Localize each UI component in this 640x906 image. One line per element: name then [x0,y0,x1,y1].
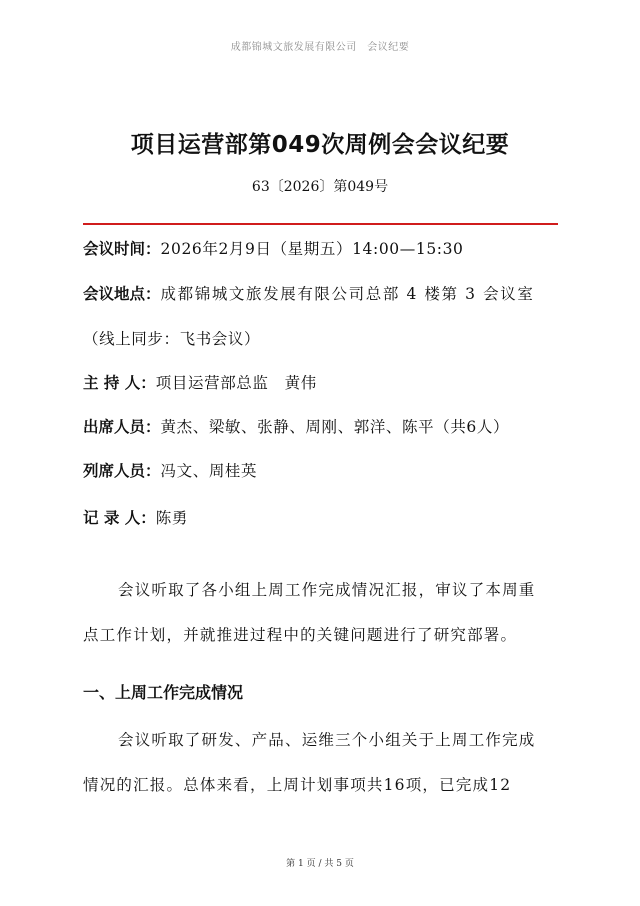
meeting-location-row [83,282,534,304]
meeting-attendees-row [83,415,509,437]
meeting-location-label: 会议地点： [83,285,161,303]
meeting-attendees-value: 黄杰、梁敏、张静、周刚、郭洋、陈平（共6人） [160,418,510,436]
meeting-recorder-value: 陈勇 [155,509,188,527]
meeting-host-label: 主 持 人： [83,374,156,392]
meeting-location-note-row [83,327,260,349]
meeting-host-row [83,371,317,393]
running-header: 成都锦城文旅发展有限公司 会议纪要 [230,42,410,53]
summary-line-1: 会议听取了各小组上周工作完成情况汇报，审议了本周重 [118,581,536,599]
red-divider-line [83,223,558,225]
meeting-location-value: 成都锦城文旅发展有限公司总部 4 楼第 3 会议室 [160,285,535,303]
meeting-time-row [83,237,464,259]
meeting-time-label: 会议时间： [83,240,161,258]
meeting-observers-label: 列席人员： [83,462,161,480]
meeting-attendees-label: 出席人员： [83,418,161,436]
meeting-recorder-row [83,506,188,528]
meeting-recorder-label: 记 录 人： [83,509,156,527]
meeting-time-value: 2026年2月9日（星期五）14:00—15:30 [160,240,464,258]
document-number: 63〔2026〕第049号 [251,179,389,195]
meeting-location-note: （线上同步：飞书会议） [83,330,261,348]
meeting-host-value: 项目运营部总监 黄伟 [155,374,317,392]
document-title: 项目运营部第049次周例会会议纪要 [130,132,510,158]
page-number-footer: 第 1 页 / 共 5 页 [286,859,354,869]
meeting-observers-value: 冯文、周桂英 [160,462,258,480]
summary-line-2: 点工作计划，并就推进过程中的关键问题进行了研究部署。 [83,626,518,644]
section-heading-1: 一、上周工作完成情况 [83,683,244,702]
meeting-observers-row [83,459,257,481]
section1-line-1: 会议听取了研发、产品、运维三个小组关于上周工作完成 [118,731,536,749]
section1-line-2: 情况的汇报。总体来看，上周计划事项共16项，已完成12 [83,776,512,794]
